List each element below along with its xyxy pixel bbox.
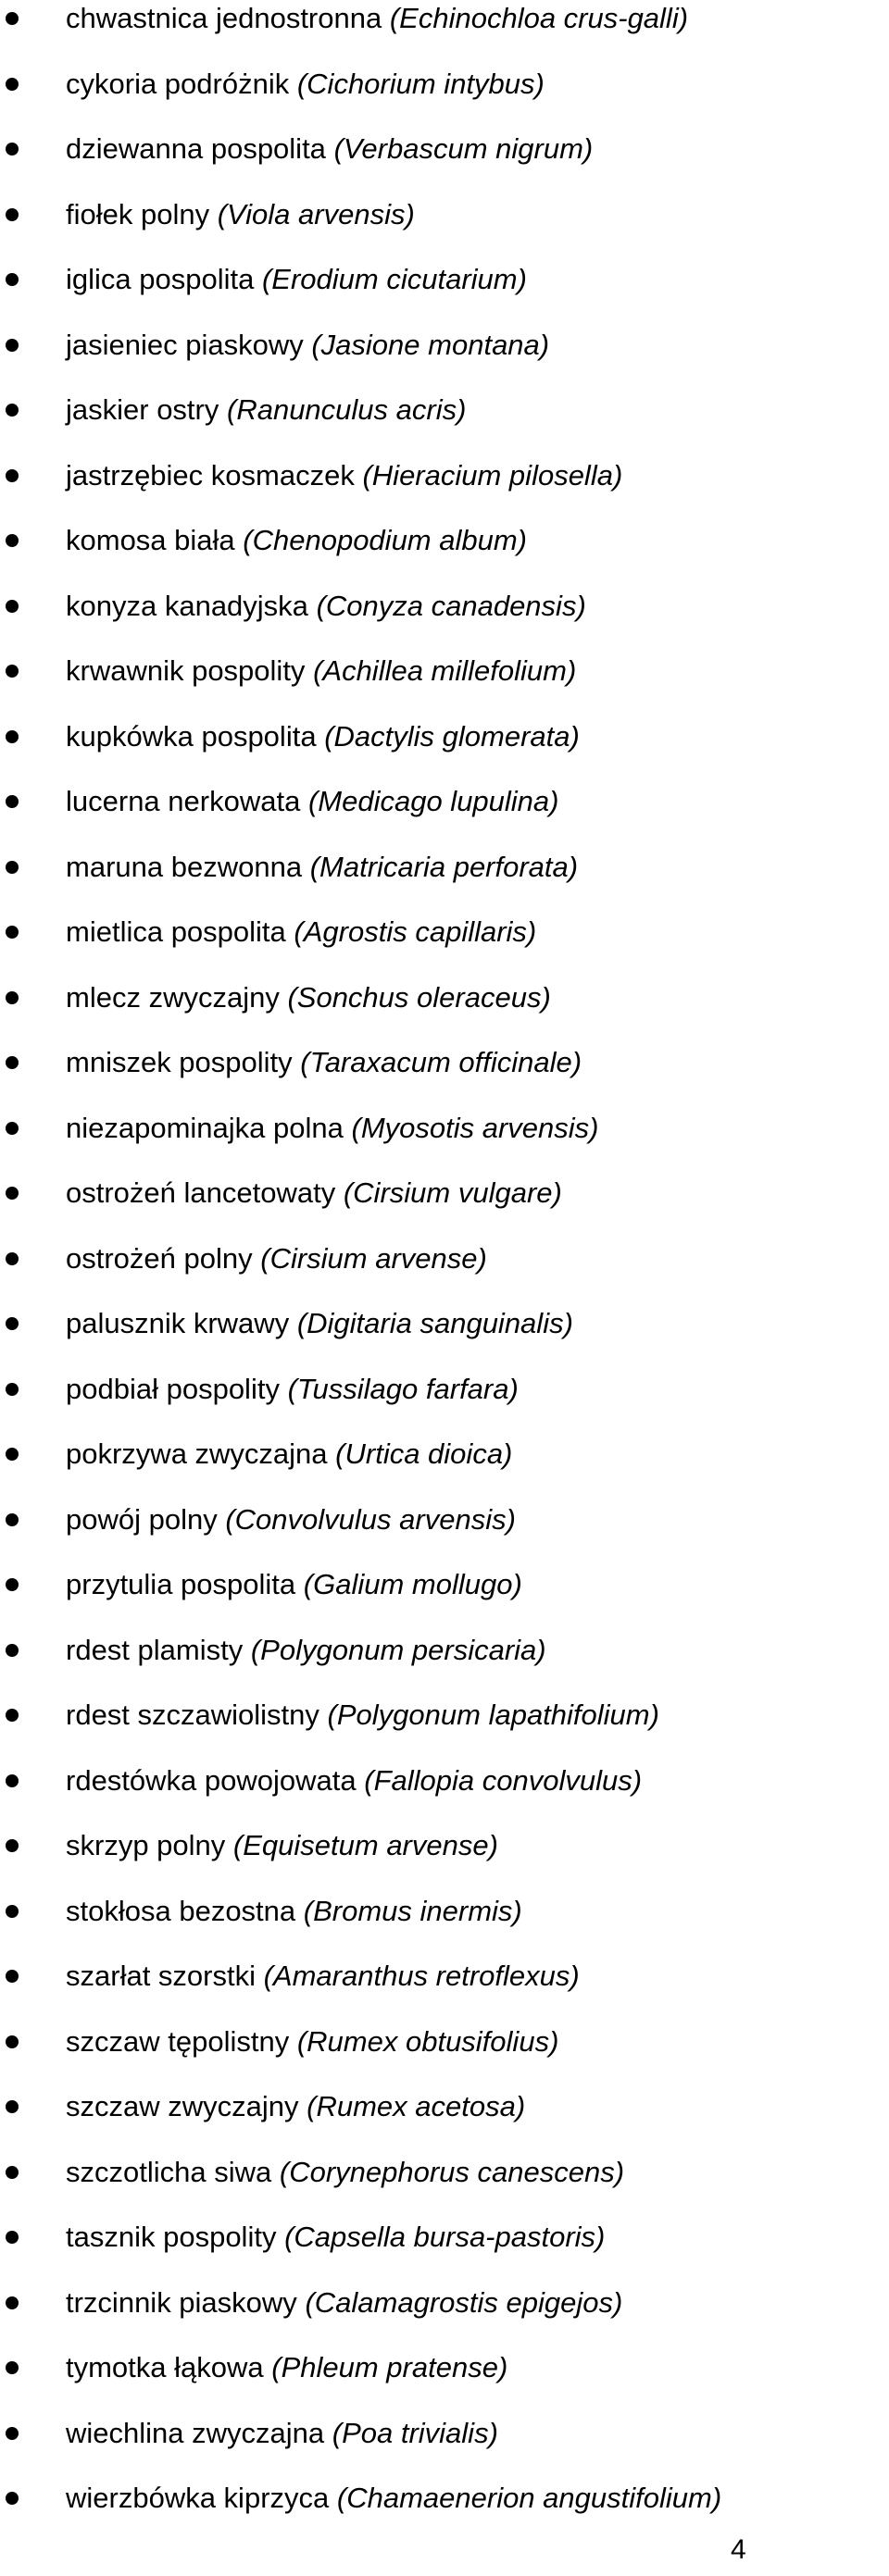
- latin-name: (Cichorium intybus): [296, 67, 545, 100]
- common-name: szarłat szorstki: [66, 1960, 256, 1992]
- latin-name: (Bromus inermis): [303, 1894, 522, 1927]
- species-item: [0, 392, 889, 457]
- species-item: [0, 2349, 889, 2415]
- common-name: jaskier ostry: [66, 393, 219, 426]
- common-name: szczotlicha siwa: [66, 2155, 272, 2188]
- latin-name: (Echinochloa crus-galli): [389, 2, 689, 34]
- bullet-icon: [6, 665, 19, 678]
- species-item: [0, 0, 889, 66]
- bullet-icon: [6, 404, 19, 417]
- common-name: niezapominajka polna: [66, 1111, 344, 1144]
- latin-name: (Equisetum arvense): [232, 1829, 498, 1861]
- bullet-icon: [6, 1383, 19, 1396]
- common-name: komosa biała: [66, 524, 235, 556]
- bullet-icon: [6, 12, 19, 25]
- bullet-icon: [6, 534, 19, 547]
- latin-name: (Ranunculus acris): [227, 393, 467, 426]
- latin-name: (Corynephorus canescens): [279, 2155, 625, 2188]
- bullet-icon: [6, 1448, 19, 1461]
- bullet-icon: [6, 273, 19, 286]
- latin-name: (Sonchus oleraceus): [287, 980, 551, 1014]
- page-number: 4: [731, 2534, 746, 2565]
- latin-name: (Rumex obtusifolius): [296, 2024, 559, 2058]
- bullet-icon: [6, 2166, 19, 2179]
- species-item: [0, 2480, 889, 2545]
- species-item: [0, 1110, 889, 1176]
- bullet-icon: [6, 2035, 19, 2048]
- common-name: jasieniec piaskowy: [66, 328, 304, 361]
- bullet-icon: [6, 1317, 19, 1330]
- common-name: przytulia pospolita: [66, 1568, 296, 1600]
- bullet-icon: [6, 1970, 19, 1983]
- common-name: maruna bezwonna: [66, 850, 303, 883]
- bullet-icon: [6, 1122, 19, 1135]
- bullet-icon: [6, 1709, 19, 1722]
- bullet-icon: [6, 1513, 19, 1526]
- bullet-icon: [6, 1578, 19, 1591]
- common-name: wierzbówka kiprzyca: [66, 2482, 330, 2514]
- latin-name: (Agrostis capillaris): [294, 915, 537, 948]
- common-name: tymotka łąkowa: [66, 2351, 264, 2383]
- common-name: rdest plamisty: [66, 1633, 244, 1666]
- common-name: skrzyp polny: [66, 1829, 226, 1861]
- species-item: [0, 2415, 889, 2481]
- latin-name: (Hieracium pilosella): [362, 458, 623, 492]
- bullet-icon: [6, 795, 19, 808]
- common-name: pokrzywa zwyczajna: [66, 1437, 328, 1470]
- bullet-icon: [6, 2100, 19, 2113]
- bullet-icon: [6, 1644, 19, 1657]
- species-item: [0, 2023, 889, 2089]
- latin-name: (Cirsium vulgare): [343, 1176, 562, 1209]
- species-item: [0, 1305, 889, 1371]
- species-item: [0, 849, 889, 915]
- latin-name: (Urtica dioica): [335, 1437, 513, 1470]
- bullet-icon: [6, 2231, 19, 2244]
- latin-name: (Tussilago farfara): [287, 1372, 519, 1405]
- bullet-icon: [6, 2492, 19, 2505]
- species-item: [0, 2284, 889, 2350]
- common-name: kupkówka pospolita: [66, 719, 317, 753]
- species-item: [0, 653, 889, 718]
- species-item: [0, 2088, 889, 2154]
- bullet-icon: [6, 143, 19, 156]
- common-name: rdest szczawiolistny: [66, 1699, 319, 1731]
- species-item: [0, 261, 889, 327]
- latin-name: (Conyza canadensis): [316, 589, 586, 622]
- latin-name: (Poa trivialis): [332, 2416, 498, 2449]
- bullet-icon: [6, 469, 19, 482]
- latin-name: (Capsella bursa-pastoris): [284, 2221, 606, 2253]
- bullet-icon: [6, 991, 19, 1004]
- common-name: mlecz zwyczajny: [66, 980, 280, 1014]
- species-item: [0, 718, 889, 784]
- latin-name: (Digitaria sanguinalis): [296, 1307, 573, 1339]
- common-name: palusznik krwawy: [66, 1307, 290, 1339]
- common-name: podbiał pospolity: [66, 1372, 280, 1405]
- latin-name: (Chamaenerion angustifolium): [336, 2482, 722, 2514]
- bullet-icon: [6, 2427, 19, 2440]
- species-item: [0, 2219, 889, 2284]
- latin-name: (Medicago lupulina): [307, 785, 559, 817]
- latin-name: (Dactylis glomerata): [324, 719, 580, 753]
- latin-name: (Matricaria perforata): [309, 850, 579, 883]
- common-name: mniszek pospolity: [66, 1046, 293, 1078]
- species-item: [0, 1697, 889, 1762]
- species-item: [0, 1893, 889, 1959]
- bullet-icon: [6, 1839, 19, 1852]
- bullet-icon: [6, 1056, 19, 1069]
- latin-name: (Achillea millefolium): [313, 654, 577, 687]
- species-item: [0, 1436, 889, 1501]
- species-item: [0, 131, 889, 196]
- latin-name: (Galium mollugo): [303, 1568, 522, 1600]
- species-item: [0, 1501, 889, 1567]
- bullet-icon: [6, 1905, 19, 1918]
- species-item: [0, 1958, 889, 2023]
- bullet-icon: [6, 339, 19, 352]
- latin-name: (Viola arvensis): [217, 197, 415, 230]
- species-item: [0, 914, 889, 979]
- species-item: [0, 2154, 889, 2220]
- latin-name: (Polygonum persicaria): [250, 1633, 546, 1666]
- common-name: chwastnica jednostronna: [66, 2, 382, 34]
- species-item: [0, 1371, 889, 1437]
- latin-name: (Calamagrostis epigejos): [305, 2285, 623, 2319]
- common-name: dziewanna pospolita: [66, 132, 326, 165]
- common-name: ostrożeń lancetowaty: [66, 1176, 336, 1209]
- bullet-icon: [6, 1252, 19, 1265]
- species-item: [0, 457, 889, 523]
- bullet-icon: [6, 2361, 19, 2374]
- bullet-icon: [6, 2296, 19, 2309]
- bullet-icon: [6, 1187, 19, 1200]
- species-item: [0, 1632, 889, 1698]
- common-name: stokłosa bezostna: [66, 1894, 296, 1927]
- species-item: [0, 783, 889, 849]
- common-name: powój polny: [66, 1502, 218, 1536]
- common-name: tasznik pospolity: [66, 2221, 277, 2253]
- latin-name: (Amaranthus retroflexus): [263, 1960, 580, 1992]
- latin-name: (Phleum pratense): [271, 2351, 508, 2383]
- latin-name: (Rumex acetosa): [307, 2090, 526, 2122]
- latin-name: (Cirsium arvense): [260, 1241, 487, 1275]
- common-name: ostrożeń polny: [66, 1241, 253, 1275]
- species-item: [0, 196, 889, 262]
- latin-name: (Verbascum nigrum): [333, 132, 594, 165]
- bullet-icon: [6, 926, 19, 939]
- species-item: [0, 1175, 889, 1240]
- species-item: [0, 1762, 889, 1828]
- latin-name: (Convolvulus arvensis): [225, 1502, 516, 1536]
- latin-name: (Chenopodium album): [243, 524, 527, 556]
- bullet-icon: [6, 861, 19, 874]
- common-name: iglica pospolita: [66, 263, 255, 295]
- common-name: rdestówka powojowata: [66, 1763, 357, 1797]
- common-name: wiechlina zwyczajna: [66, 2416, 325, 2449]
- latin-name: (Fallopia convolvulus): [364, 1763, 643, 1797]
- common-name: jastrzębiec kosmaczek: [66, 458, 355, 492]
- species-item: [0, 522, 889, 588]
- bullet-icon: [6, 1774, 19, 1787]
- common-name: trzcinnik piaskowy: [66, 2285, 297, 2319]
- species-item: [0, 1566, 889, 1632]
- species-item: [0, 327, 889, 392]
- common-name: lucerna nerkowata: [66, 785, 301, 817]
- bullet-icon: [6, 600, 19, 613]
- bullet-icon: [6, 78, 19, 91]
- common-name: cykoria podróżnik: [66, 67, 290, 100]
- common-name: krwawnik pospolity: [66, 654, 306, 687]
- latin-name: (Erodium cicutarium): [261, 263, 527, 295]
- species-item: [0, 1827, 889, 1893]
- latin-name: (Taraxacum officinale): [300, 1046, 582, 1078]
- bullet-icon: [6, 730, 19, 743]
- common-name: mietlica pospolita: [66, 915, 286, 948]
- species-item: [0, 1044, 889, 1110]
- latin-name: (Myosotis arvensis): [351, 1111, 599, 1144]
- bullet-icon: [6, 208, 19, 221]
- latin-name: (Jasione montana): [311, 328, 550, 361]
- latin-name: (Polygonum lapathifolium): [327, 1699, 659, 1731]
- species-item: [0, 979, 889, 1045]
- common-name: konyza kanadyjska: [66, 589, 308, 622]
- common-name: fiołek polny: [66, 197, 210, 230]
- species-item: [0, 66, 889, 131]
- common-name: szczaw zwyczajny: [66, 2090, 299, 2122]
- species-item: [0, 1240, 889, 1306]
- species-item: [0, 588, 889, 653]
- common-name: szczaw tępolistny: [66, 2024, 290, 2058]
